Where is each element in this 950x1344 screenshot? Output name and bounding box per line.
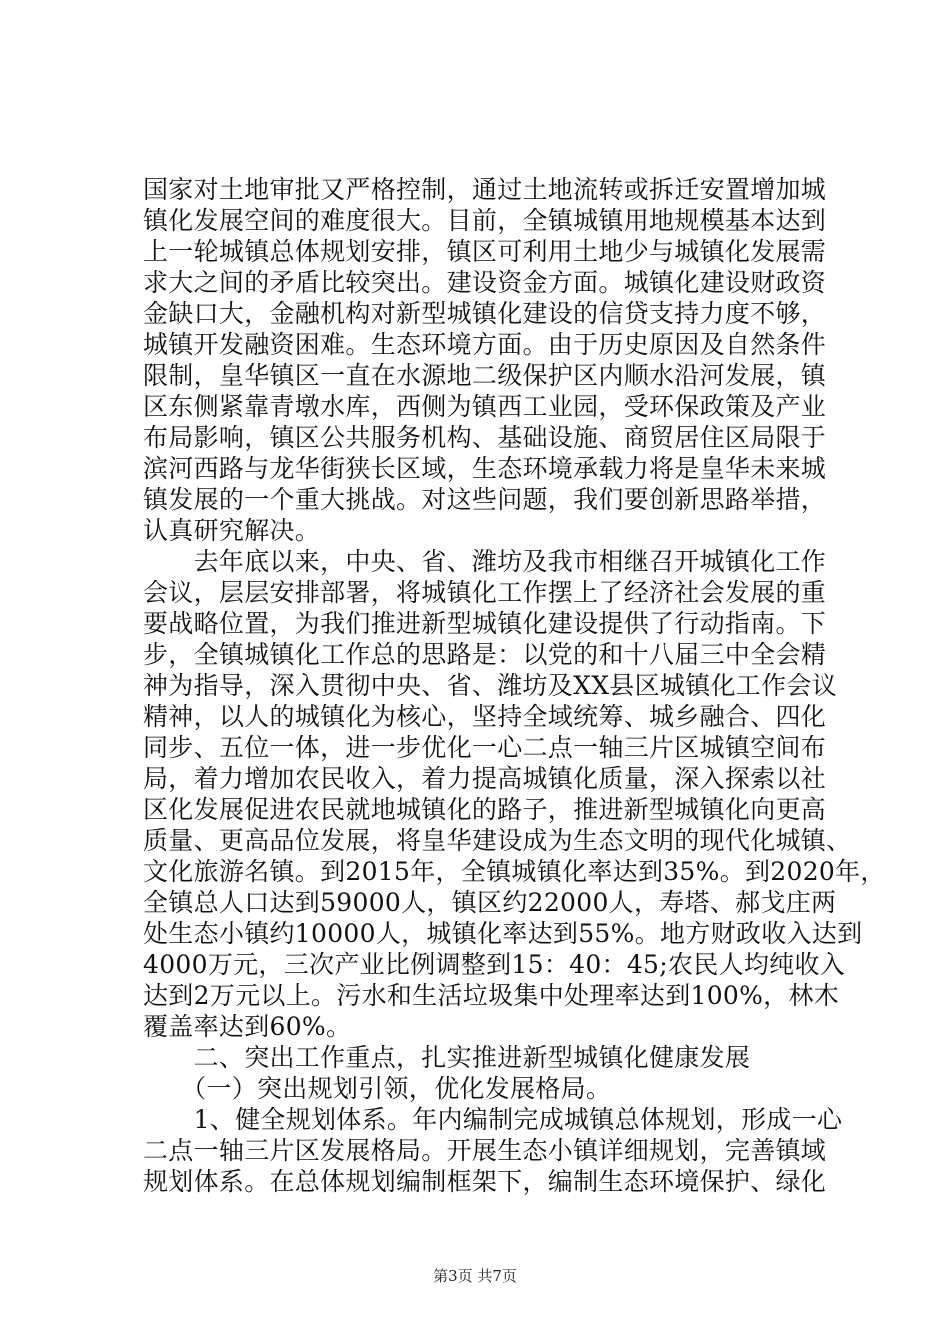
page-footer: 第3页 共7页 bbox=[433, 1267, 517, 1285]
text-line: 1、健全规划体系。年内编制完成城镇总体规划，形成一心 bbox=[143, 1105, 843, 1134]
text-line: 覆盖率达到60%。 bbox=[143, 1012, 352, 1041]
text-line: 认真研究解决。 bbox=[143, 516, 321, 545]
text-line: （一）突出规划引领，优化发展格局。 bbox=[143, 1074, 612, 1103]
text-line: 全镇总人口达到59000人，镇区约22000人，寿塔、郝戈庄两 bbox=[143, 888, 837, 917]
text-line: 二、突出工作重点，扎实推进新型城镇化健康发展 bbox=[143, 1043, 751, 1072]
text-line: 会议，层层安排部署，将城镇化工作摆上了经济社会发展的重 bbox=[143, 578, 827, 607]
text-line: 要战略位置，为我们推进新型城镇化建设提供了行动指南。下 bbox=[143, 609, 827, 638]
text-line: 二点一轴三片区发展格局。开展生态小镇详细规划，完善镇域 bbox=[143, 1136, 827, 1165]
text-line: 步，全镇城镇化工作总的思路是：以党的和十八届三中全会精 bbox=[143, 640, 827, 669]
text-line: 达到2万元以上。污水和生活垃圾集中处理率达到100%，林木 bbox=[143, 981, 840, 1010]
text-line: 区东侧紧靠青墩水库，西侧为镇西工业园，受环保政策及产业 bbox=[143, 392, 827, 421]
text-line: 镇化发展空间的难度很大。目前，全镇城镇用地规模基本达到 bbox=[143, 206, 827, 235]
text-line: 4000万元，三次产业比例调整到15：40：45;农民人均纯收入 bbox=[143, 950, 846, 979]
text-line: 上一轮城镇总体规划安排，镇区可利用土地少与城镇化发展需 bbox=[143, 237, 827, 266]
text-line: 城镇开发融资困难。生态环境方面。由于历史原因及自然条件 bbox=[143, 330, 827, 359]
text-line: 布局影响，镇区公共服务机构、基础设施、商贸居住区局限于 bbox=[143, 423, 827, 452]
text-line: 质量、更高品位发展，将皇华建设成为生态文明的现代化城镇、 bbox=[143, 826, 852, 855]
text-line: 区化发展促进农民就地城镇化的路子，推进新型城镇化向更高 bbox=[143, 795, 827, 824]
text-line: 处生态小镇约10000人，城镇化率达到55%。地方财政收入达到 bbox=[143, 919, 863, 948]
text-line: 国家对土地审批又严格控制，通过土地流转或拆迁安置增加城 bbox=[143, 175, 827, 204]
text-line: 精神，以人的城镇化为核心，坚持全域统筹、城乡融合、四化 bbox=[143, 702, 827, 731]
text-line: 镇发展的一个重大挑战。对这些问题，我们要创新思路举措， bbox=[143, 485, 827, 514]
text-line: 同步、五位一体，进一步优化一心二点一轴三片区城镇空间布 bbox=[143, 733, 827, 762]
text-line: 限制，皇华镇区一直在水源地二级保护区内顺水沿河发展，镇 bbox=[143, 361, 827, 390]
text-line: 局，着力增加农民收入，着力提高城镇化质量，深入探索以社 bbox=[143, 764, 827, 793]
text-line: 神为指导，深入贯彻中央、省、潍坊及XX县区城镇化工作会议 bbox=[143, 671, 837, 700]
text-line: 滨河西路与龙华街狭长区域，生态环境承载力将是皇华未来城 bbox=[143, 454, 827, 483]
text-line: 规划体系。在总体规划编制框架下，编制生态环境保护、绿化 bbox=[143, 1167, 827, 1196]
text-line: 去年底以来，中央、省、潍坊及我市相继召开城镇化工作 bbox=[143, 547, 827, 576]
text-line: 文化旅游名镇。到2015年，全镇城镇化率达到35%。到2020年， bbox=[143, 857, 886, 886]
text-line: 金缺口大，金融机构对新型城镇化建设的信贷支持力度不够， bbox=[143, 299, 827, 328]
text-line: 求大之间的矛盾比较突出。建设资金方面。城镇化建设财政资 bbox=[143, 268, 827, 297]
